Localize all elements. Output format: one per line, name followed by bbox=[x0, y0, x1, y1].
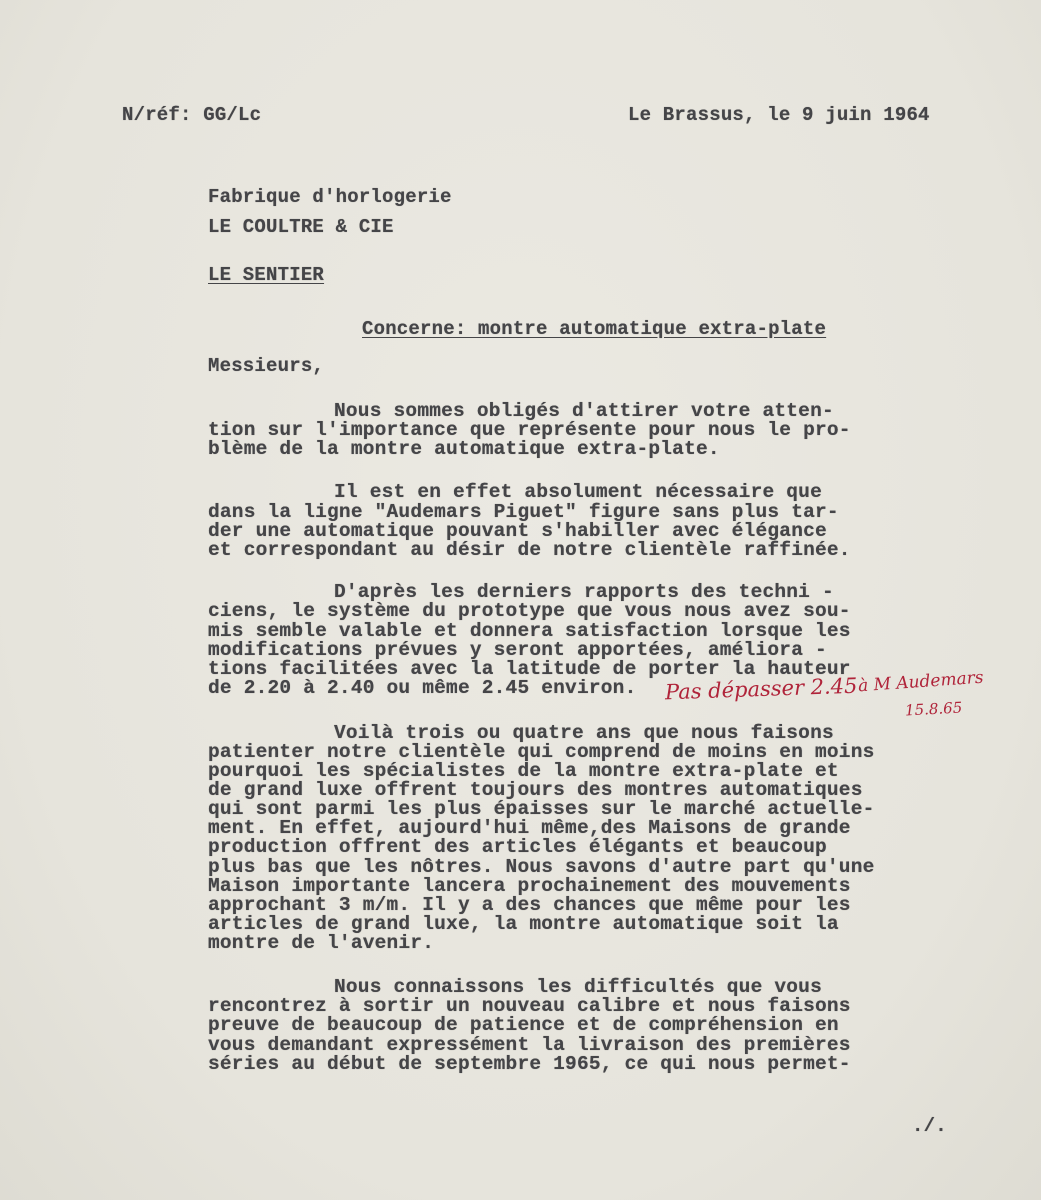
para3-line1: D'après les derniers rapports des techni - bbox=[334, 581, 834, 603]
handwritten-note: Pas dépasser 2.45 bbox=[664, 673, 858, 705]
para3-line5: tions facilitées avec la latitude de porter la hauteur bbox=[208, 658, 851, 680]
subject-line: Concerne: montre automatique extra-plate bbox=[362, 318, 827, 340]
para5-line2: rencontrez à sortir un nouveau calibre et nous faisons bbox=[208, 995, 851, 1017]
para3-line3: mis semble valable et donnera satisfaction lorsque les bbox=[208, 620, 851, 642]
para4-line3: pourquoi les spécialistes de la montre extra-plate et bbox=[208, 760, 839, 782]
salutation: Messieurs, bbox=[208, 355, 325, 377]
para1-line3: blème de la montre automatique extra-plate. bbox=[208, 438, 720, 460]
para4-line9: Maison importante lancera prochainement des mouvements bbox=[208, 875, 851, 897]
para4-line12: montre de l'avenir. bbox=[208, 932, 435, 954]
recipient-line-1: Fabrique d'horlogerie bbox=[208, 186, 452, 208]
para2-line3: der une automatique pouvant s'habiller avec élégance bbox=[208, 520, 827, 542]
para4-line11: articles de grand luxe, la montre automatique soit la bbox=[208, 913, 839, 935]
para5-line5: séries au début de septembre 1965, ce qui nous permet- bbox=[208, 1053, 851, 1075]
para2-line4: et correspondant au désir de notre clientèle raffinée. bbox=[208, 539, 851, 561]
para3-line4: modifications prévues y seront apportées, améliora - bbox=[208, 639, 827, 661]
para4-line4: de grand luxe offrent toujours des montres automatiques bbox=[208, 779, 863, 801]
para4-line6: ment. En effet, aujourd'hui même,des Maisons de grande bbox=[208, 817, 851, 839]
para3-line2: ciens, le système du prototype que vous nous avez sou- bbox=[208, 600, 851, 622]
para4-line7: production offrent des articles élégants et beaucoup bbox=[208, 836, 827, 858]
para4-line1: Voilà trois ou quatre ans que nous faisons bbox=[334, 722, 834, 744]
handwritten-date: 15.8.65 bbox=[904, 698, 963, 720]
handwritten-initials: à M Audemars bbox=[857, 667, 985, 697]
para5-line3: preuve de beaucoup de patience et de compréhension en bbox=[208, 1014, 839, 1036]
reference-line: N/réf: GG/Lc bbox=[122, 104, 262, 126]
para3-line6: de 2.20 à 2.40 ou même 2.45 environ. bbox=[208, 677, 637, 699]
para4-line8: plus bas que les nôtres. Nous savons d'autre part qu'une bbox=[208, 856, 875, 878]
para5-line1: Nous connaissons les difficultés que vous bbox=[334, 976, 822, 998]
recipient-line-2: LE COULTRE & CIE bbox=[208, 216, 394, 238]
para1-line1: Nous sommes obligés d'attirer votre atten- bbox=[334, 400, 834, 422]
para2-line2: dans la ligne "Audemars Piguet" figure sans plus tar- bbox=[208, 501, 839, 523]
para1-line2: tion sur l'importance que représente pour nous le pro- bbox=[208, 419, 851, 441]
place-date-line: Le Brassus, le 9 juin 1964 bbox=[628, 104, 930, 126]
para2-line1: Il est en effet absolument nécessaire que bbox=[334, 481, 822, 503]
para4-line10: approchant 3 m/m. Il y a des chances que même pour les bbox=[208, 894, 851, 916]
continuation-mark: ./. bbox=[912, 1115, 947, 1137]
para5-line4: vous demandant expressément la livraison des premières bbox=[208, 1034, 851, 1056]
para4-line5: qui sont parmi les plus épaisses sur le marché actuelle- bbox=[208, 798, 875, 820]
recipient-line-3: LE SENTIER bbox=[208, 264, 325, 286]
para4-line2: patienter notre clientèle qui comprend de moins en moins bbox=[208, 741, 875, 763]
